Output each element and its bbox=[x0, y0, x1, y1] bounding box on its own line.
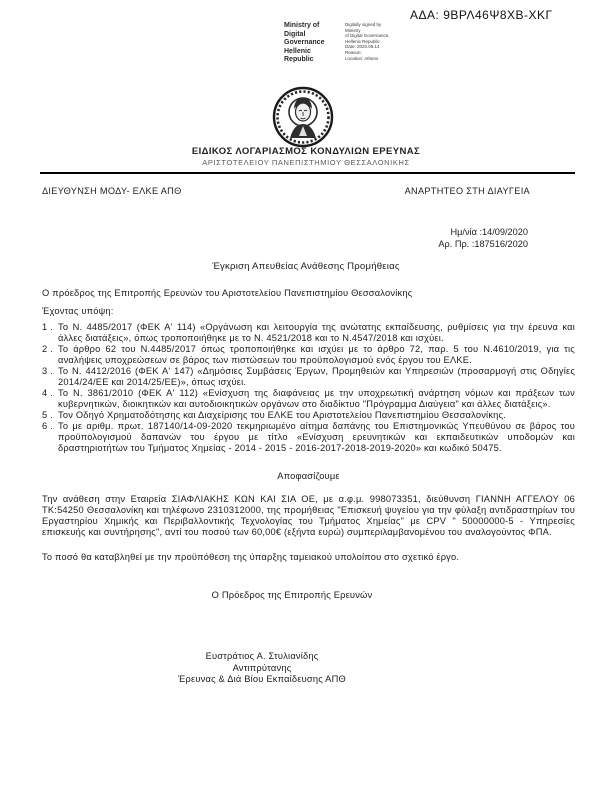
stamp-detail-line: Reason: bbox=[345, 49, 362, 55]
list-item-text: Το Ν. 4485/2017 (ΦΕΚ Α' 114) «Οργάνωση και λειτουργία της ανώτατης εκπαίδευσης, ρυθμίσεις για την έρευνα και άλλες διατάξεις», όπως τροποποιήθηκε με το Ν. 4521/2018 και το Ν.4547/2018 και ισχύει. bbox=[58, 322, 575, 343]
list-item bbox=[42, 410, 575, 421]
list-item-number: 6 . bbox=[42, 421, 53, 431]
date-line: Ημ/νία :14/09/2020 bbox=[450, 227, 528, 237]
protocol-line: Αρ. Πρ. :187516/2020 bbox=[438, 238, 528, 249]
stamp-details bbox=[345, 22, 397, 65]
org-title: ΕΙΔΙΚΟΣ ΛΟΓΑΡΙΑΣΜΟΣ ΚΟΝΔΥΛΙΩΝ ΕΡΕΥΝΑΣ bbox=[191, 146, 421, 157]
list-item-text: Το Ν. 4412/2016 (ΦΕΚ Α' 147) «Δημόσιες Συμβάσεις Έργων, Προμηθειών και Υπηρεσιών (προσαρμογή στις Οδηγίες 2014/24/ΕΕ και 2014/25/ΕΕ)», όπως ισχύει. bbox=[58, 366, 575, 387]
header-divider bbox=[40, 172, 575, 174]
list-item-text: Το Ν. 3861/2010 (ΦΕΚ Α' 112) «Ενίσχυση της διαφάνειας με την υποχρεωτική ανάρτηση νόμων και πράξεων των κυβερνητικών, διοικητικών και αυτοδιοικητικών οργάνων στο διαδίκτυο "Πρόγραμμα Διαύγεια" και άλλες διατάξεις». bbox=[58, 388, 575, 409]
department-label: ΔΙΕΥΘΥΝΣΗ ΜΟΔΥ- ΕΛΚΕ ΑΠΘ bbox=[42, 186, 182, 196]
stamp-authority bbox=[284, 22, 340, 65]
list-item bbox=[42, 388, 575, 410]
stamp-authority-line: Hellenic Republic bbox=[284, 47, 314, 63]
stamp-authority-line: Ministry of Digital bbox=[284, 22, 320, 38]
header-row bbox=[42, 186, 530, 196]
list-item bbox=[42, 366, 575, 388]
list-item bbox=[42, 322, 575, 344]
signatory-org: Έρευνας & Διά Βίου Εκπαίδευσης ΑΠΘ bbox=[178, 674, 346, 684]
document-body bbox=[42, 288, 575, 686]
considerations-list bbox=[42, 322, 575, 454]
stamp-authority-line: Governance bbox=[284, 39, 325, 46]
list-item-number: 3 . bbox=[42, 366, 53, 376]
digital-signature-stamp bbox=[284, 22, 397, 65]
ada-code: ΑΔΑ: 9ΒΡΛ46Ψ8ΧΒ-ΧΚΓ bbox=[410, 8, 553, 22]
list-item-text: Το με αριθμ. πρωτ. 187140/14-09-2020 τεκμηριωμένο αίτημα δαπάνης του Επιστημονικώς Υπευθύνου σε βάρος του προϋπολογισμού δαπανών του έργου με τίτλο «Ενίσχυση ερευνητικών και εκπαιδευτικών υποδομών και δραστηριοτήτων του Τμήματος Χημείας - 2014 - 2015 - 2016-2017-2018-2019-2020» και κωδικό 50475. bbox=[58, 421, 575, 453]
date-protocol-block bbox=[300, 227, 528, 250]
signatory-name: Ευστράτιος Α. Στυλιανίδης bbox=[205, 651, 319, 661]
list-item bbox=[42, 344, 575, 366]
list-item-number: 4 . bbox=[42, 388, 53, 398]
stamp-detail-line: Date: 2020.09.14 bbox=[345, 44, 380, 50]
decision-text: Την ανάθεση στην Εταιρεία ΣΙΑΦΛΙΑΚΗΣ ΚΩΝ ΚΑΙ ΣΙΑ ΟΕ, με α.φ.μ. 998073351, διεύθυνση ΓΙΑΝΝΗ ΑΓΓΕΛΟΥ 06 ΤΚ:54250 Θεσσαλονίκη και τηλέφωνο 2310312000, της προμήθειας "Επισκευή ψυγείου για την φύλαξη αντιδραστηρίων του Εργαστηρίου Χημικής και Περιβαλλοντικής Τεχνολογίας του Τμήματος Χημείας" με CPV " 50000000-5 - Υπηρεσίες επισκευής και συντήρησης", αντί του ποσού των 60,00€ (εξήντα ευρώ) συμπεριλαμβανομένου του αναλογούντος ΦΠΑ. bbox=[42, 494, 575, 537]
list-item-text: Το άρθρο 62 του Ν.4485/2017 όπως τροποποιήθηκε και ισχύει με το άρθρο 72, παρ. 5 του Ν.4610/2019, για τις αναλήψεις υποχρεώσεων σε βάρος των πιστώσεων του προϋπολογισμού ενός έργου του ΕΛΚΕ. bbox=[58, 344, 575, 365]
signature-title: Ο Πρόεδρος της Επιτροπής Ερευνών bbox=[211, 590, 373, 600]
list-item bbox=[42, 421, 575, 454]
signatory-role: Αντιπρύτανης bbox=[232, 662, 292, 673]
list-item-text: Τον Οδηγό Χρηματοδότησης και Διαχείρισης του ΕΛΚΕ του Αριστοτελείου Πανεπιστημίου Θεσσαλονίκης. bbox=[58, 410, 507, 420]
list-item-number: 1 . bbox=[42, 322, 53, 332]
payment-note: Το ποσό θα καταβληθεί με την προϋπόθεση της ύπαρξης ταμειακού υπολοίπου στο σχετικό έργο. bbox=[42, 552, 460, 562]
list-item-number: 5 . bbox=[42, 410, 53, 420]
stamp-detail-line: Hellenic Republic bbox=[345, 38, 380, 44]
stamp-detail-line: Digitally signed by Ministry bbox=[345, 22, 382, 33]
document-title: Έγκριση Απευθείας Ανάθεσης Προμήθειας bbox=[212, 261, 400, 272]
having-regard-line: Έχοντας υπόψη: bbox=[42, 306, 114, 316]
university-seal-icon bbox=[272, 86, 334, 148]
intro-line: Ο πρόεδρος της Επιτροπής Ερευνών του Αριστοτελείου Πανεπιστημίου Θεσσαλονίκης bbox=[42, 288, 413, 298]
decision-heading: Αποφασίζουμε bbox=[277, 471, 340, 481]
signature-block bbox=[42, 651, 482, 686]
list-item-number: 2 . bbox=[42, 344, 53, 354]
stamp-detail-line: of Digital Governance, bbox=[345, 33, 390, 39]
org-subtitle: ΑΡΙΣΤΟΤΕΛΕΙΟΥ ΠΑΝΕΠΙΣΤΗΜΙΟΥ ΘΕΣΣΑΛΟΝΙΚΗΣ bbox=[202, 158, 410, 167]
publish-note: ΑΝΑΡΤΗΤΕΟ ΣΤΗ ΔΙΑΥΓΕΙΑ bbox=[404, 186, 530, 196]
stamp-detail-line: Location: Athens bbox=[345, 55, 379, 61]
